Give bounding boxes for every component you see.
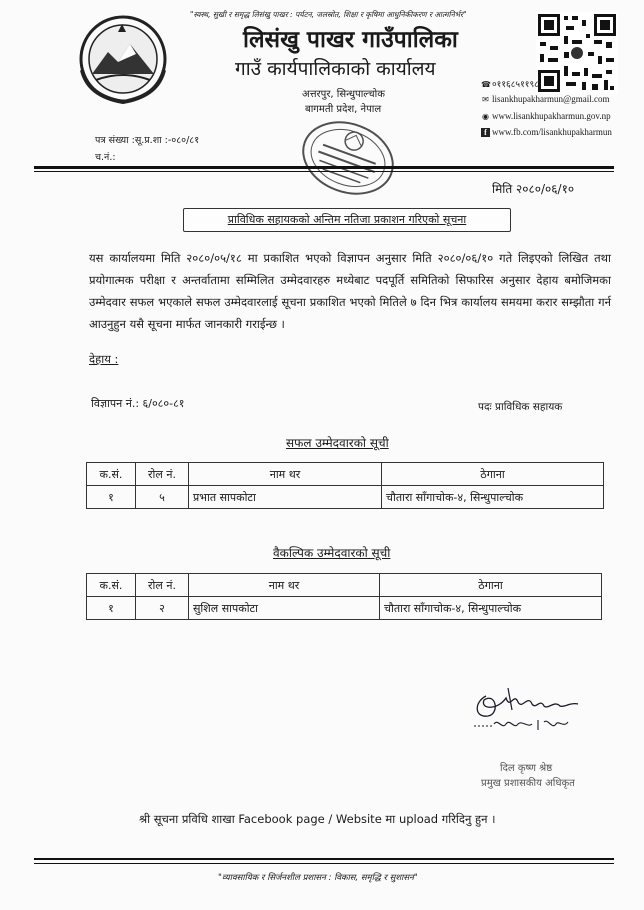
letter-date: मिति २०८०/०६/१० (492, 182, 575, 196)
signatory-designation: प्रमुख प्रशासकीय अधिकृत (481, 778, 575, 789)
phone-icon: ☎ (481, 80, 491, 89)
letter-number: पत्र संख्या :सू.प्र.शा :-०८०/८१ (95, 135, 200, 146)
alternate-candidates-table (86, 573, 602, 620)
office-seal (298, 118, 398, 198)
email-icon: ✉ (482, 95, 489, 104)
upload-instruction: श्री सूचना प्रविधि शाखा Facebook page / Website मा upload गरिदिनु हुन । (139, 812, 496, 826)
footer-rule-thin (34, 863, 614, 864)
col-address: ठेगाना (382, 463, 604, 486)
address-line-2: बागमती प्रदेश, नेपाल (305, 104, 382, 115)
qr-code (536, 12, 618, 94)
col-roll: रोल नं. (136, 463, 189, 486)
notice-body: यस कार्यालयमा मिति २०८०/०५/१८ मा प्रकाशित भएको विज्ञापन अनुसार मिति २०८०/०६/१० गते लिइएको लिखित तथा प्रयोगात्मक परीक्षा र अन्तर्वातामा सम्मिलित उम्मेदवारहरु मध्येबाट पदपूर्ति समितिको सिफारिस अनुसार देहाय बमोजिमका उम्मेदवार सफल भएकाले सफल उम्मेदवारलाई सूचना प्रकाशित भएको मितिले ७ दिन भित्र कार्यालय समयमा करार सम्झौता गर्न आउनुहुन यसै सूचना मार्फत जानकारी गराईन्छ । (89, 251, 611, 331)
header-motto: "स्वस्थ, सुखी र समृद्ध लिसंखु पाखर : पर्यटन, जलस्रोत, शिक्षा र कृषिमा आधुनिकीकरण र आत्मनिर्भर" (190, 10, 467, 19)
table-row: १ २ सुशिल सापकोटा चौतारा साँगाचोक-४, सिन्धुपाल्चोक (87, 597, 602, 620)
contact-phone: ☎०११६८५११९८ (481, 79, 539, 89)
col-name: नाम थर (189, 463, 382, 486)
post-name: पदः प्राविधिक सहायक (478, 401, 563, 413)
col-sn: क.सं. (87, 463, 136, 486)
header-rule (34, 166, 614, 169)
contact-email[interactable]: ✉ lisankhupakharmun@gmail.com (482, 94, 610, 104)
table-row: १ ५ प्रभात सापकोटा चौतारा साँगाचोक-४, सिन्धुपाल्चोक (87, 486, 604, 509)
notice-subject: प्राविधिक सहायकको अन्तिम नतिजा प्रकाशन गरिएको सूचना (183, 208, 511, 232)
signatory-name: दिल कृष्ण श्रेष्ठ (500, 763, 553, 774)
contact-website[interactable]: ◉ www.lisankhupakharmun.gov.np (482, 111, 611, 121)
header-rule-thin (34, 171, 614, 172)
office-name: गाउँ कार्यपालिकाको कार्यालय (235, 58, 436, 80)
address-line-1: अत्तरपुर, सिन्धुपाल्चोक (302, 89, 385, 100)
alternate-list-heading: वैकल्पिक उम्मेदवारको सूची (273, 546, 391, 560)
successful-candidates-table (86, 462, 604, 509)
signature (468, 680, 588, 742)
successful-list-heading: सफल उम्मेदवारको सूची (286, 436, 389, 450)
table-header-row (87, 463, 604, 486)
advertisement-number: विज्ञापन नं.: ६/०८०-८१ (91, 397, 185, 410)
municipality-emblem (78, 14, 168, 104)
facebook-icon: f (481, 128, 490, 137)
dispatch-number: च.नं.: (95, 152, 116, 163)
dehay-label: देहाय : (89, 352, 119, 366)
contact-facebook[interactable]: f www.fb.com/lisankhupakharmun (481, 127, 612, 137)
municipality-name: लिसंखु पाखर गाउँपालिका (243, 27, 458, 53)
footer-rule (34, 858, 614, 860)
table-header-row: क.सं. रोल नं. नाम थर ठेगाना (87, 574, 602, 597)
footer-motto: "व्यावसायिक र सिर्जनशील प्रशासन : विकास, समृद्धि र सुशासन" (218, 873, 418, 883)
globe-icon: ◉ (482, 112, 489, 121)
